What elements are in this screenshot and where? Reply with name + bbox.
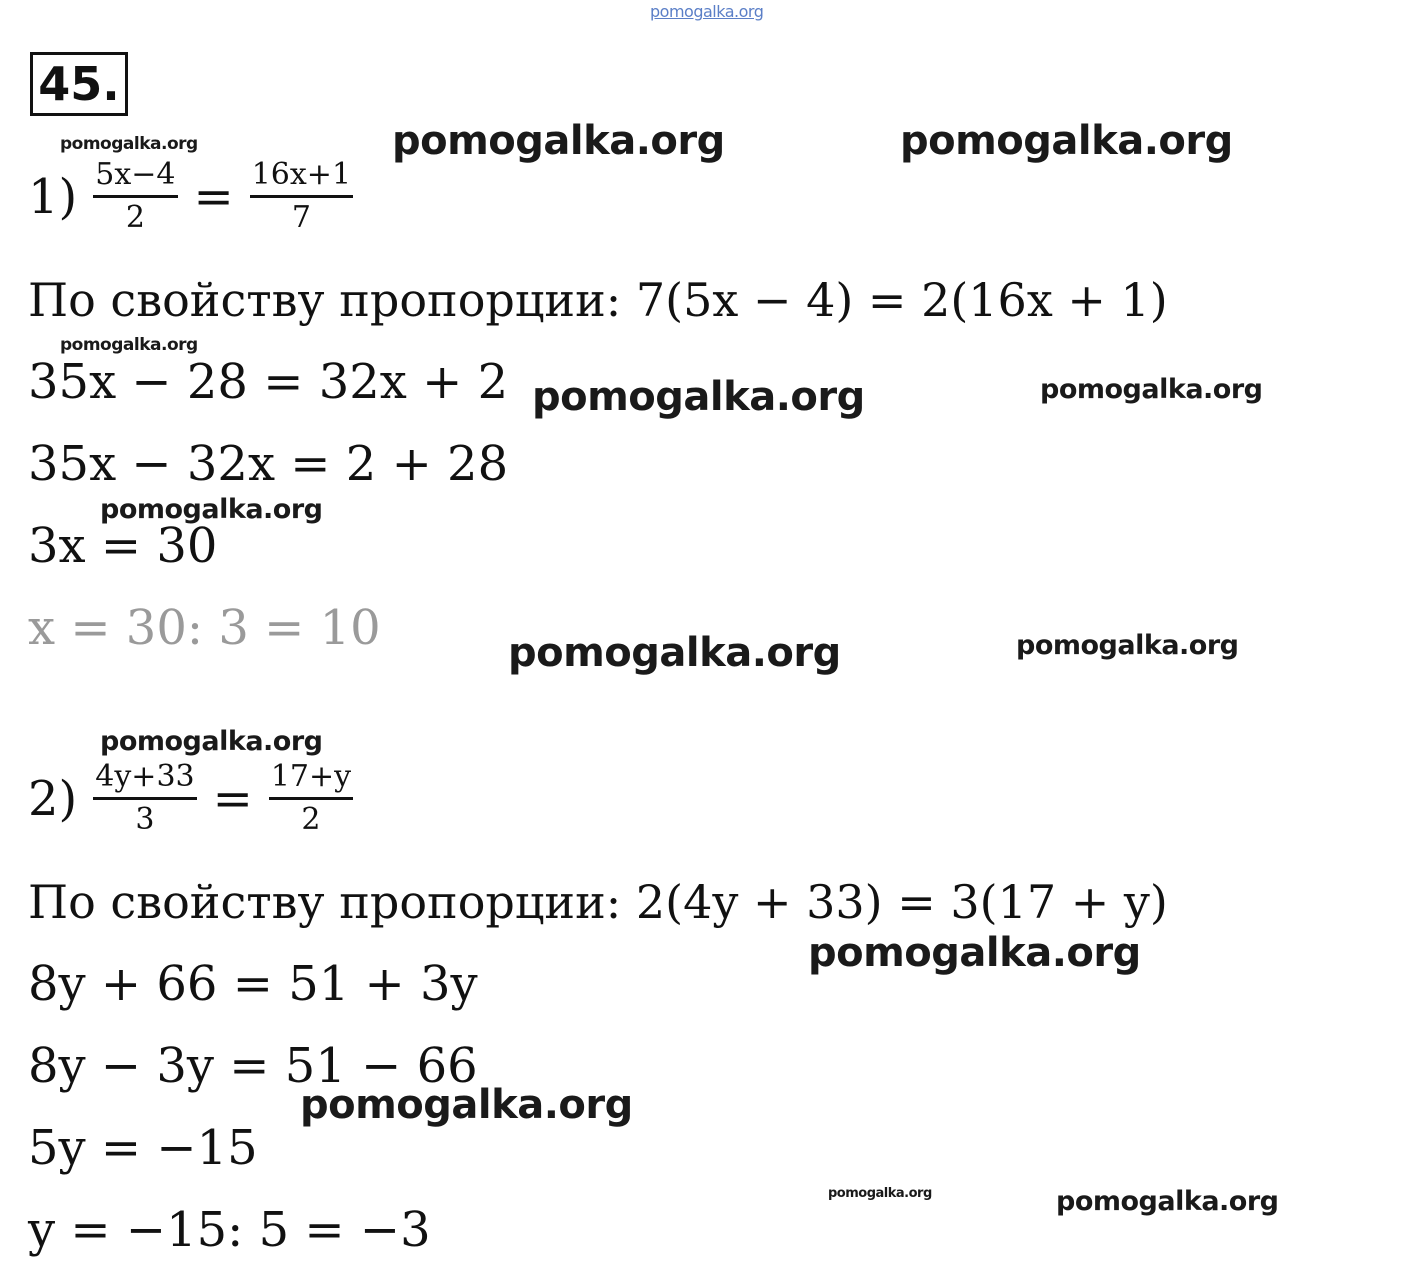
part-label: 1) — [28, 168, 78, 225]
watermark: pomogalka.org — [100, 494, 323, 525]
watermark: pomogalka.org — [508, 630, 841, 676]
watermark: pomogalka.org — [532, 374, 865, 420]
watermark-top: pomogalka.org — [650, 2, 764, 21]
numerator: 16x+1 — [251, 157, 352, 192]
watermark: pomogalka.org — [392, 118, 725, 164]
fraction-right — [250, 158, 353, 235]
equation-2 — [28, 760, 359, 837]
watermark: pomogalka.org — [808, 930, 1141, 976]
fraction-right — [269, 760, 353, 837]
step-1-3: 3x = 30 — [28, 518, 218, 574]
denominator: 7 — [291, 200, 311, 235]
task-number: 45. — [30, 52, 128, 116]
numerator: 5x−4 — [95, 157, 176, 192]
watermark: pomogalka.org — [1056, 1186, 1279, 1217]
denominator: 2 — [125, 200, 145, 235]
proportion-line-1: По свойству пропорции: 7(5x − 4) = 2(16x + 1) — [28, 273, 1168, 327]
denominator: 3 — [135, 802, 155, 837]
equation-1 — [28, 158, 359, 235]
watermark: pomogalka.org — [60, 335, 198, 355]
watermark: pomogalka.org — [60, 134, 198, 154]
part-label: 2) — [28, 770, 78, 827]
equals-sign: = — [193, 168, 234, 225]
fraction-left — [93, 158, 177, 235]
equals-sign: = — [212, 770, 253, 827]
denominator: 2 — [301, 802, 321, 837]
watermark: pomogalka.org — [828, 1186, 932, 1201]
fraction-bar — [93, 797, 196, 800]
step-2-1: 8y + 66 = 51 + 3y — [28, 956, 478, 1012]
numerator: 17+y — [270, 759, 352, 794]
step-2-4: y = −15: 5 = −3 — [28, 1202, 431, 1258]
fraction-bar — [269, 797, 353, 800]
watermark: pomogalka.org — [900, 118, 1233, 164]
step-2-2: 8y − 3y = 51 − 66 — [28, 1038, 478, 1094]
watermark: pomogalka.org — [100, 726, 323, 757]
fraction-bar — [250, 195, 353, 198]
step-2-3: 5y = −15 — [28, 1120, 258, 1176]
step-1-4: x = 30: 3 = 10 — [28, 600, 381, 656]
watermark: pomogalka.org — [300, 1082, 633, 1128]
fraction-left — [93, 760, 196, 837]
watermark: pomogalka.org — [1040, 374, 1263, 405]
step-1-2: 35x − 32x = 2 + 28 — [28, 436, 509, 492]
watermark: pomogalka.org — [1016, 630, 1239, 661]
numerator: 4y+33 — [95, 759, 195, 794]
proportion-line-2: По свойству пропорции: 2(4y + 33) = 3(17 + y) — [28, 875, 1168, 929]
step-1-1: 35x − 28 = 32x + 2 — [28, 354, 509, 410]
fraction-bar — [93, 195, 177, 198]
